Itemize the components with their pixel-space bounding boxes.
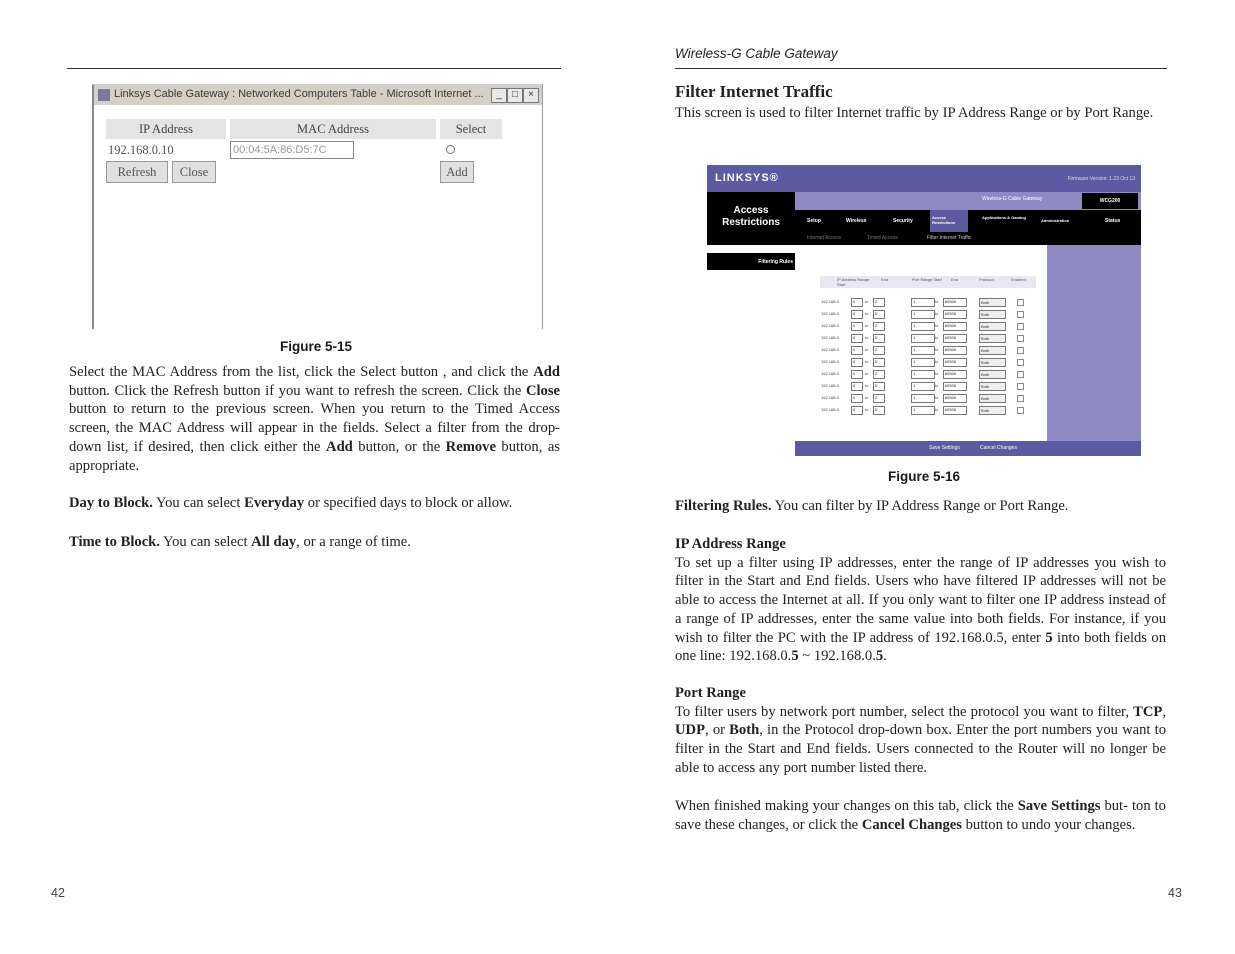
filter-row [821, 394, 1035, 403]
ip-end-value: 0 [875, 299, 878, 304]
enabled-checkbox[interactable] [1017, 299, 1024, 306]
ip-start-field[interactable] [851, 346, 863, 355]
time-to-block-paragraph: Time to Block. You can select All day, or a range of time. [69, 534, 411, 550]
filtering-rules-paragraph: Filtering Rules. You can filter by IP Address Range or Port Range. [675, 498, 1069, 514]
port-end-value: 65535 [945, 359, 957, 364]
filtering-rules-label: Filtering Rules [758, 259, 793, 265]
grid-header-enabled: Enabled [1011, 277, 1026, 282]
ip-end-value: 0 [875, 383, 878, 388]
row-prefix: 192.168.0. [821, 323, 840, 328]
screenshot-bottombar [795, 441, 1141, 456]
port-start-value: 1 [913, 359, 916, 364]
figure-5-16-caption: Figure 5-16 [887, 469, 961, 484]
port-end-value: 65535 [945, 323, 957, 328]
ip-end-field[interactable] [873, 394, 885, 403]
save-settings-button[interactable]: Save Settings [929, 445, 960, 451]
ip-start-value: 0 [853, 395, 856, 400]
grid-header-ip-end: End [881, 277, 889, 282]
to-label: to [865, 395, 869, 400]
select-radio[interactable] [446, 145, 455, 154]
protocol-select[interactable]: Both [979, 406, 1006, 415]
port-start-value: 1 [913, 323, 916, 328]
filter-row [821, 406, 1035, 415]
enabled-checkbox[interactable] [1017, 395, 1024, 402]
to-label: to [935, 323, 939, 328]
port-end-field[interactable] [943, 382, 967, 391]
to-label: to [935, 371, 939, 376]
col-mac-address: MAC Address [230, 119, 436, 139]
row-prefix: 192.168.0. [821, 407, 840, 412]
close-icon[interactable]: × [523, 88, 539, 103]
filter-row [821, 370, 1035, 379]
port-end-field[interactable] [943, 298, 967, 307]
protocol-select[interactable]: Both [979, 322, 1006, 331]
tab-wireless[interactable]: Wireless [846, 218, 867, 224]
firmware-version: Firmware Version: 1.23 Oct 13 [1067, 176, 1135, 182]
port-end-value: 65535 [945, 335, 957, 340]
grid-header-protocol: Protocol [979, 277, 994, 282]
finish-paragraph: When finished making your changes on this tab, click the Save Settings but- ton to save these changes, or click the Cancel Changes button to undo your changes. [675, 798, 1166, 833]
port-start-value: 1 [913, 311, 916, 316]
port-range-section: Port Range To filter users by network port number, select the protocol you want to filter, TCP, UDP, or Both, in the Protocol drop-down box. Enter the port numbers you want to filter in the Start and End fields. Users connected to the Router will no longer be able to access any port number listed there. [675, 685, 1167, 776]
ip-start-value: 0 [853, 299, 856, 304]
enabled-checkbox[interactable] [1017, 347, 1024, 354]
ip-end-value: 0 [875, 407, 878, 412]
ip-start-value: 0 [853, 383, 856, 388]
port-start-field[interactable] [911, 382, 935, 391]
ip-end-field[interactable] [873, 406, 885, 415]
ip-range-section: IP Address Range To set up a filter using IP addresses, enter the range of IP addresses you wish to filter in the Start and End fields. Users who have filtered IP addresses will not be able to access the Internet at all. If you only want to filter one IP address instead of a range of IP addresses, enter the same value into both fields. For instance, if you wish to filter the PC with the IP address of 192.168.0.5, enter 5 into both fields on one line: 192.168.0.5 ~ 192.168.0.5. [675, 536, 1166, 665]
port-start-field[interactable] [911, 346, 935, 355]
row-prefix: 192.168.0. [821, 359, 840, 364]
port-end-value: 65535 [945, 299, 957, 304]
screenshot-left-column [707, 245, 795, 456]
port-start-field[interactable] [911, 310, 935, 319]
port-end-value: 65535 [945, 383, 957, 388]
ip-start-field[interactable] [851, 382, 863, 391]
to-label: to [865, 383, 869, 388]
enabled-checkbox[interactable] [1017, 359, 1024, 366]
ip-start-field[interactable] [851, 370, 863, 379]
to-label: to [935, 335, 939, 340]
row-prefix: 192.168.0. [821, 371, 840, 376]
row-prefix: 192.168.0. [821, 347, 840, 352]
grid-header-port-end: End [951, 277, 959, 282]
cancel-changes-button[interactable]: Cancel Changes [980, 445, 1017, 451]
subtab-timed-access[interactable]: Timed Access [867, 235, 898, 241]
tab-access-restrictions[interactable]: Access Restrictions [932, 215, 956, 225]
product-title: Wireless-G Cable Gateway [982, 196, 1043, 202]
port-start-field[interactable] [911, 334, 935, 343]
to-label: to [935, 359, 939, 364]
ip-end-value: 0 [875, 311, 878, 316]
refresh-button[interactable]: Refresh [106, 161, 168, 183]
tab-setup[interactable]: Setup [807, 218, 821, 224]
section-heading: Filter Internet Traffic [675, 82, 833, 101]
port-end-field[interactable] [943, 310, 967, 319]
tab-applications-gaming[interactable]: Applications & Gaming [982, 215, 1027, 220]
col-ip-address: IP Address [106, 119, 226, 139]
to-label: to [935, 407, 939, 412]
mac-field[interactable]: 00:04:5A:86:D5:7C [230, 141, 354, 159]
ip-start-value: 0 [853, 323, 856, 328]
enabled-checkbox[interactable] [1017, 323, 1024, 330]
protocol-select[interactable]: Both [979, 334, 1006, 343]
ip-end-field[interactable] [873, 334, 885, 343]
port-start-value: 1 [913, 395, 916, 400]
ip-range-title: IP Address Range [675, 536, 786, 552]
port-end-value: 65535 [945, 407, 957, 412]
day-to-block-paragraph: Day to Block. You can select Everyday or specified days to block or allow. [69, 495, 513, 511]
ip-end-field[interactable] [873, 298, 885, 307]
port-end-value: 65535 [945, 311, 957, 316]
port-end-field[interactable] [943, 370, 967, 379]
port-end-field[interactable] [943, 406, 967, 415]
port-range-title: Port Range [675, 685, 746, 701]
grid-header-port-start: Port Range Start [912, 277, 942, 282]
filter-row [821, 310, 1035, 319]
col-select: Select [440, 119, 502, 139]
linksys-logo: LINKSYS® [715, 172, 779, 184]
to-label: to [865, 407, 869, 412]
to-label: to [865, 323, 869, 328]
to-label: to [935, 299, 939, 304]
port-start-value: 1 [913, 299, 916, 304]
ip-end-field[interactable] [873, 346, 885, 355]
port-start-value: 1 [913, 407, 916, 412]
filter-row [821, 358, 1035, 367]
enabled-checkbox[interactable] [1017, 311, 1024, 318]
ip-end-field[interactable] [873, 358, 885, 367]
enabled-checkbox[interactable] [1017, 335, 1024, 342]
protocol-select[interactable]: Both [979, 298, 1006, 307]
ip-start-field[interactable] [851, 394, 863, 403]
ip-end-value: 0 [875, 323, 878, 328]
enabled-checkbox[interactable] [1017, 383, 1024, 390]
to-label: to [935, 383, 939, 388]
port-end-field[interactable] [943, 394, 967, 403]
ip-end-value: 0 [875, 335, 878, 340]
port-end-field[interactable] [943, 346, 967, 355]
port-end-value: 65535 [945, 395, 957, 400]
ip-start-field[interactable] [851, 358, 863, 367]
filter-traffic-screenshot [707, 165, 1141, 456]
row-prefix: 192.168.0. [821, 383, 840, 388]
model-badge: WCG200 [1082, 193, 1138, 209]
row-prefix: 192.168.0. [821, 311, 840, 316]
close-button[interactable]: Close [172, 161, 216, 183]
intro-paragraph: This screen is used to filter Internet traffic by IP Address Range or by Port Range. [675, 105, 1154, 121]
tab-administration[interactable]: Administration [1041, 218, 1070, 223]
port-end-field[interactable] [943, 358, 967, 367]
subtab-internet-access[interactable]: Internet Access [807, 235, 842, 241]
tab-security[interactable]: Security [893, 218, 913, 224]
port-start-field[interactable] [911, 298, 935, 307]
row-prefix: 192.168.0. [821, 395, 840, 400]
ip-end-value: 0 [875, 395, 878, 400]
ip-start-field[interactable] [851, 334, 863, 343]
minimize-icon[interactable]: _ [491, 88, 507, 103]
left-paragraph-1: Select the MAC Address from the list, click the Select button , and click the Add button. Click the Refresh button if you want to refresh the screen. Click the Close button to return to the previous screen. When you return to the Timed Access screen, the MAC Address will appear in the fields. Select a filter from the drop-down list, if desired, then click either the Add button, or the Remove button, as appropriate. [69, 364, 560, 474]
ip-start-field[interactable] [851, 406, 863, 415]
ip-end-field[interactable] [873, 382, 885, 391]
ip-end-value: 0 [875, 371, 878, 376]
ie-icon [98, 89, 110, 101]
to-label: to [865, 347, 869, 352]
to-label: to [935, 395, 939, 400]
ip-end-field[interactable] [873, 310, 885, 319]
port-start-field[interactable] [911, 322, 935, 331]
protocol-select[interactable]: Both [979, 382, 1006, 391]
protocol-select[interactable]: Both [979, 346, 1006, 355]
ip-end-field[interactable] [873, 322, 885, 331]
to-label: to [865, 299, 869, 304]
filter-row [821, 346, 1035, 355]
enabled-checkbox[interactable] [1017, 407, 1024, 414]
ip-start-field[interactable] [851, 310, 863, 319]
left-top-rule [67, 68, 561, 69]
enabled-checkbox[interactable] [1017, 371, 1024, 378]
protocol-select[interactable]: Both [979, 370, 1006, 379]
filter-row [821, 382, 1035, 391]
ip-end-value: 0 [875, 347, 878, 352]
subtab-filter-internet-traffic[interactable]: Filter Internet Traffic [927, 235, 972, 241]
port-start-field[interactable] [911, 358, 935, 367]
port-end-value: 65535 [945, 347, 957, 352]
port-end-field[interactable] [943, 334, 967, 343]
right-top-rule [675, 68, 1167, 69]
window-title: Linksys Cable Gateway : Networked Computers Table - Microsoft Internet ... [114, 88, 484, 100]
to-label: to [865, 371, 869, 376]
filter-row [821, 334, 1035, 343]
ip-end-field[interactable] [873, 370, 885, 379]
to-label: to [865, 335, 869, 340]
to-label: to [935, 311, 939, 316]
filter-row [821, 298, 1035, 307]
filter-row [821, 322, 1035, 331]
tab-status[interactable]: Status [1105, 218, 1121, 224]
row-prefix: 192.168.0. [821, 335, 840, 340]
networked-computers-window [92, 84, 543, 329]
figure-5-15-caption: Figure 5-15 [279, 339, 353, 354]
section-title: Access Restrictions [722, 205, 780, 228]
ip-start-value: 0 [853, 371, 856, 376]
ip-value: 192.168.0.10 [108, 143, 174, 157]
to-label: to [865, 311, 869, 316]
protocol-select[interactable]: Both [979, 394, 1006, 403]
ip-start-value: 0 [853, 311, 856, 316]
to-label: to [865, 359, 869, 364]
ip-start-value: 0 [853, 335, 856, 340]
port-end-field[interactable] [943, 322, 967, 331]
ip-start-field[interactable] [851, 322, 863, 331]
port-start-field[interactable] [911, 370, 935, 379]
ip-start-value: 0 [853, 347, 856, 352]
ip-end-value: 0 [875, 359, 878, 364]
left-page-number: 42 [51, 886, 65, 900]
ip-start-value: 0 [853, 407, 856, 412]
port-start-field[interactable] [911, 394, 935, 403]
maximize-icon[interactable]: □ [507, 88, 523, 103]
port-start-value: 1 [913, 371, 916, 376]
grid-header-ip-start: IP Address Range Start [837, 277, 870, 287]
row-prefix: 192.168.0. [821, 299, 840, 304]
to-label: to [935, 347, 939, 352]
port-end-value: 65535 [945, 371, 957, 376]
port-start-field[interactable] [911, 406, 935, 415]
port-start-value: 1 [913, 347, 916, 352]
port-start-value: 1 [913, 335, 916, 340]
ip-start-value: 0 [853, 359, 856, 364]
protocol-select[interactable]: Both [979, 310, 1006, 319]
window-title-bar [94, 85, 542, 105]
port-start-value: 1 [913, 383, 916, 388]
add-button[interactable]: Add [440, 161, 474, 183]
ip-start-field[interactable] [851, 298, 863, 307]
right-page-number: 43 [1168, 886, 1182, 900]
protocol-select[interactable]: Both [979, 358, 1006, 367]
running-header: Wireless-G Cable Gateway [675, 46, 838, 61]
